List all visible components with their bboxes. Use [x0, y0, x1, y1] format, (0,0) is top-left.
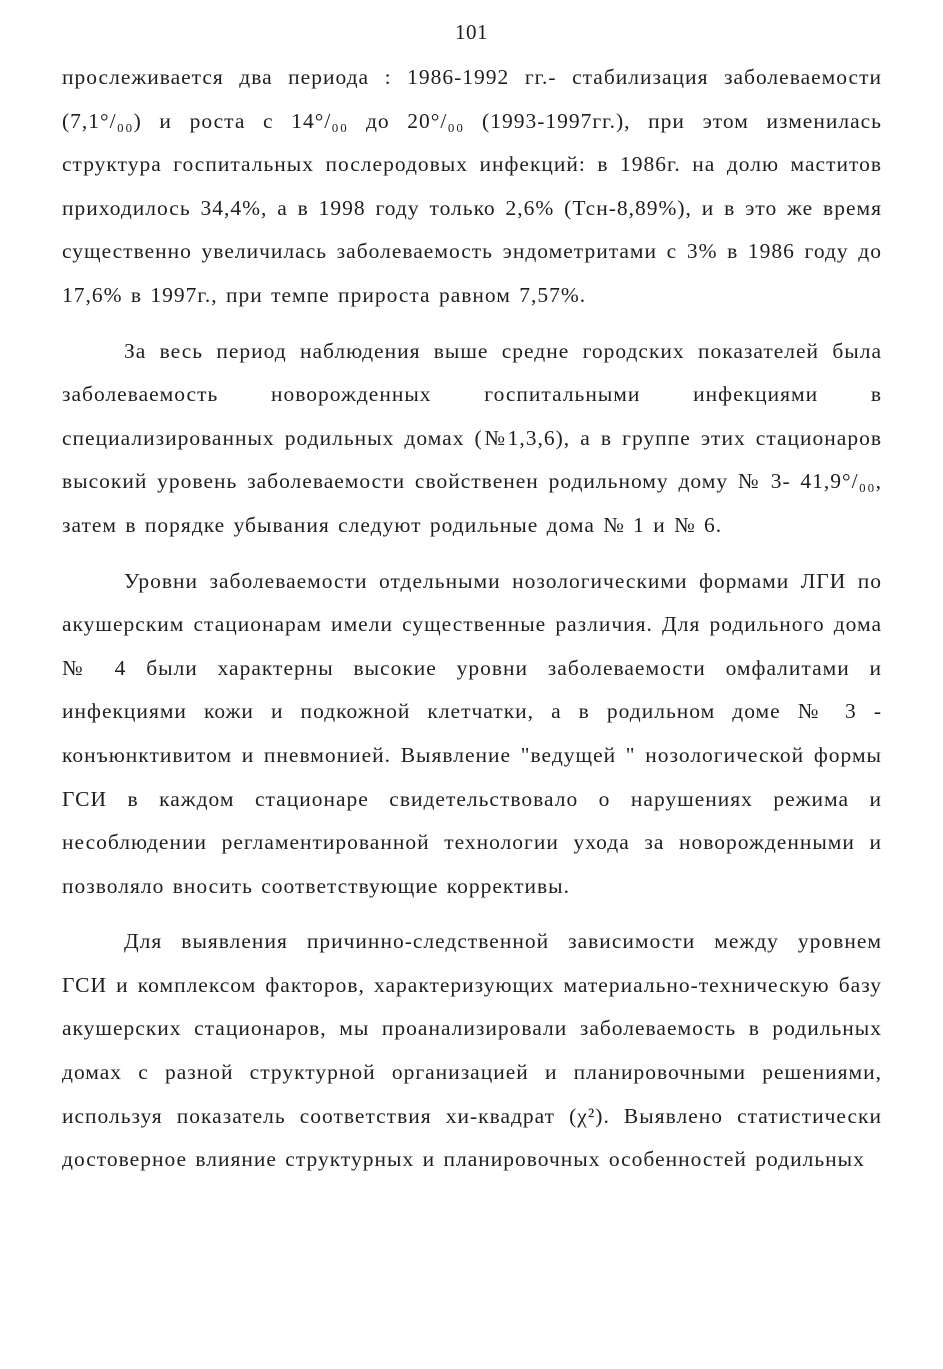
document-body [62, 56, 882, 1182]
paragraph-1: прослеживается два периода : 1986-1992 гг.- стабилизация заболеваемости (7,1°/₀₀) и роста с 14°/₀₀ до 20°/₀₀ (1993-1997гг.), при этом изменилась структура госпитальных послеродовых инфекций: в 1986г. на долю маститов приходилось 34,4%, а в 1998 году только 2,6% (Тсн-8,89%), и в это же время существенно увеличилась заболеваемость эндометритами с 3% в 1986 году до 17,6% в 1997г., при темпе прироста равном 7,57%. [62, 65, 882, 307]
paragraph-2: За весь период наблюдения выше средне городских показателей была заболеваемость новорожденных госпитальными инфекциями в специализированных родильных домах (№1,3,6), а в группе этих стационаров высокий уровень заболеваемости свойственен родильному дому № 3- 41,9°/₀₀, затем в порядке убывания следуют родильные дома № 1 и № 6. [62, 338, 882, 537]
paragraph-3: Уровни заболеваемости отдельными нозологическими формами ЛГИ по акушерским стационарам имели существенные различия. Для родильного дома № 4 были характерны высокие уровни заболеваемости омфалитами и инфекциями кожи и подкожной клетчатки, а в родильном доме № 3 - конъюнктивитом и пневмонией. Выявление "ведущей " нозологической формы ГСИ в каждом стационаре свидетельствовало о нарушениях режима и несоблюдении регламентированной технологии ухода за новорожденными и позволяло вносить соответствующие коррективы. [62, 568, 882, 898]
page-number: 101 [455, 20, 488, 44]
paragraph-4: Для выявления причинно-следственной зависимости между уровнем ГСИ и комплексом факторов, характеризующих материально-техническую базу акушерских стационаров, мы проанализировали заболеваемость в родильных домах с разной структурной организацией и планировочными решениями, используя показатель соответствия хи-квадрат (χ²). Выявлено статистически достоверное влияние структурных и планировочных особенностей родильных [62, 929, 882, 1172]
